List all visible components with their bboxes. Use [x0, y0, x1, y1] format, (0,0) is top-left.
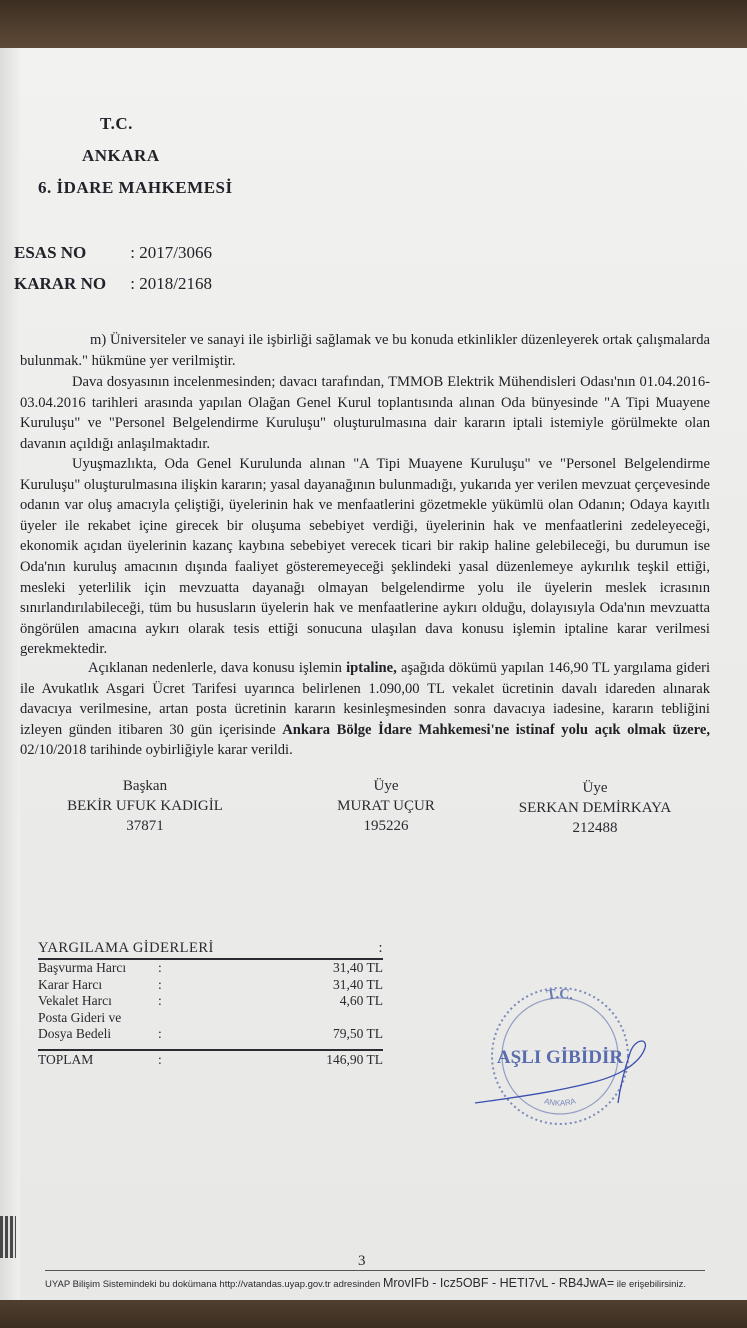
stamp-main-text: AŞLI GİBİDİR: [496, 1047, 624, 1068]
cost-amount: 31,40 TL: [333, 976, 383, 992]
cost-label: Vekalet Harcı: [38, 993, 112, 1008]
cost-amount: [188, 1010, 383, 1027]
cost-amount: 4,60 TL: [339, 993, 383, 1008]
cost-row: [38, 960, 383, 977]
signature-number: 37871: [126, 818, 164, 834]
footer-suffix: ile erişebilirsiniz.: [614, 1279, 686, 1290]
paragraph-1-text: m) Üniversiteler ve sanayi ile işbirliği sağlamak ve bu konuda etkinlikler düzenleyerek ortak çalışmalarda bulunmak." hükmüne yer verilmiştir.: [20, 332, 710, 369]
cost-label: Karar Harcı: [38, 976, 103, 992]
signature-role: Üye: [373, 778, 399, 794]
verification-code: MrovIFb - Icz5OBF - HETI7vL - RB4JwA=: [382, 1276, 615, 1290]
stamp-top-text: T.C.: [545, 986, 575, 1004]
signature-chair: [35, 776, 255, 836]
cost-row: [38, 1026, 383, 1043]
signature-number: 195226: [363, 818, 409, 834]
signature-role: Üye: [582, 780, 608, 796]
paragraph-4-bold-b: Ankara Bölge İdare Mahkemesi'ne istinaf yolu açık olmak üzere,: [282, 721, 711, 738]
signature-name: MURAT UÇUR: [337, 798, 435, 814]
cost-amount: 31,40 TL: [333, 960, 383, 975]
cost-label: Başvurma Harcı: [38, 960, 127, 975]
signature-number: 212488: [572, 820, 618, 836]
esas-value: : 2017/3066: [130, 243, 212, 262]
footer-verification: [45, 1276, 745, 1290]
signature-name: BEKİR UFUK KADIGİL: [67, 798, 223, 814]
costs-title: [38, 940, 383, 960]
paragraph-4: [20, 658, 710, 761]
qr-code-fragment: [0, 1216, 16, 1258]
header-tc: T.C.: [100, 114, 133, 133]
esas-row: [14, 243, 212, 263]
paragraph-4-text-b: aşağıda dökümü yapılan 146,90 TL yargılama gideri ile Avukatlık Asgari Ücret Tarifesi uyarınca belirlenen 1.090,00 TL vekalet ücretinin davalı idareden alınarak davacıya verilmesine, artan posta ücretinin kararın kesinleşmesinden sonra davacıya iadesine, kararın tebliğini izleyen günden itibaren 30 gün içerisinde: [20, 660, 710, 738]
signature-member-2: [485, 778, 705, 838]
paragraph-4-text-a: Açıklanan nedenlerle, dava konusu işlemin: [88, 660, 347, 676]
footer-prefix: UYAP Bilişim Sistemindeki bu dokümana http://vatandas.uyap.gov.tr adresinden: [45, 1279, 383, 1290]
signature-name: SERKAN DEMİRKAYA: [518, 800, 672, 816]
page-fold-shadow: [0, 48, 20, 1300]
karar-value: : 2018/2168: [130, 274, 212, 293]
cost-amount: 79,50 TL: [333, 1026, 383, 1041]
stamp-bottom-text: ANKARA: [543, 1096, 577, 1108]
costs-title-colon: :: [378, 940, 383, 956]
paragraph-2: [20, 372, 710, 454]
paragraph-1: [20, 330, 710, 371]
karar-label: KARAR NO: [14, 274, 107, 293]
cost-separator: :: [158, 960, 162, 975]
cost-separator: :: [158, 976, 162, 992]
paragraph-4-bold-a: iptaline,: [346, 660, 397, 676]
costs-title-text: YARGILAMA GİDERLERİ: [38, 940, 214, 956]
cost-separator: [158, 1010, 188, 1027]
document-page: [0, 48, 747, 1300]
paragraph-2-text: Dava dosyasının incelenmesinden; davacı tarafından, TMMOB Elektrik Mühendisleri Odası'nın 01.04.2016-03.04.2016 tarihleri arasında yapılan Olağan Genel Kurul toplantısında alınan Oda bünyesinde "A Tipi Muayene Kuruluşu" ve "Personel Belgelendirme Kuruluşu" oluşturulmasına dair kararın iptali istemiyle görülmekte olan davanın açıldığı anlaşılmaktadır.: [20, 374, 710, 452]
paragraph-3: [20, 454, 710, 660]
cost-total-label: TOPLAM: [38, 1051, 94, 1067]
signature-member-1: [276, 776, 496, 836]
header-court: 6. İDARE MAHKEMESİ: [38, 178, 233, 197]
cost-row: [38, 993, 383, 1010]
page-number: 3: [358, 1253, 366, 1269]
cost-row: [38, 1010, 383, 1027]
cost-total-row: [38, 1049, 383, 1069]
karar-row: [14, 274, 212, 294]
costs-table: [38, 940, 383, 1068]
header-city: ANKARA: [82, 146, 160, 165]
footer-divider: [45, 1270, 705, 1271]
paragraph-3-text: Uyuşmazlıkta, Oda Genel Kurulunda alınan "A Tipi Muayene Kuruluşu" ve "Personel Belgelendirme Kuruluşu" oluşturulmasına ilişkin kararın; yasal dayanağının bulunmadığı, yukarıda yer verilen mevzuat çerçevesinde odanın var oluş amacıyla çeliştiği, üyelerinin hak ve menfaatlerini gözetmekle yükümlü olan Odanın; Odaya kayıtlı üyeler ile rekabet içine girecek bir oluşuma sebebiyet verdiği, üyelerinin hak ve menfaatlerini zedeleyeceği, ekonomik açıdan üyelerinin kazanç kaybına sebebiyet verecek ticari bir rakip haline gelebileceği, bu durumun ise Oda'nın kuruluş amacının dışında faaliyet gösteremeyeceği şeklindeki yasal düzenlemeye aykırılık teşkil ettiği, mesleki yeterlilik için mevzuatta dayanağı olmayan belgelendirme yolu ile üyelerin meslek icrasının sınırlandırılabileceği, tüm bu hususların üyelerin hak ve menfaatlerine aykırı olduğu, dolayısıyla Oda'nın mevzuatta öngörülen amacına aykırı olarak tesis ettiği sonucuna ulaşılan dava konusu işlemin iptaline karar verilmesi gerekmektedir.: [20, 456, 710, 658]
court-stamp: [470, 968, 650, 1138]
cost-separator: :: [158, 993, 162, 1008]
cost-total-separator: :: [158, 1051, 162, 1067]
cost-total-amount: 146,90 TL: [326, 1051, 383, 1067]
signature-role: Başkan: [122, 778, 168, 794]
cost-label: Dosya Bedeli: [38, 1026, 112, 1041]
paragraph-4-text-c: 02/10/2018 tarihinde oybirliğiyle karar verildi.: [20, 742, 293, 759]
esas-label: ESAS NO: [14, 243, 87, 262]
cost-label: Posta Gideri ve: [38, 1009, 122, 1025]
cost-row: [38, 977, 383, 994]
cost-separator: :: [158, 1026, 162, 1041]
